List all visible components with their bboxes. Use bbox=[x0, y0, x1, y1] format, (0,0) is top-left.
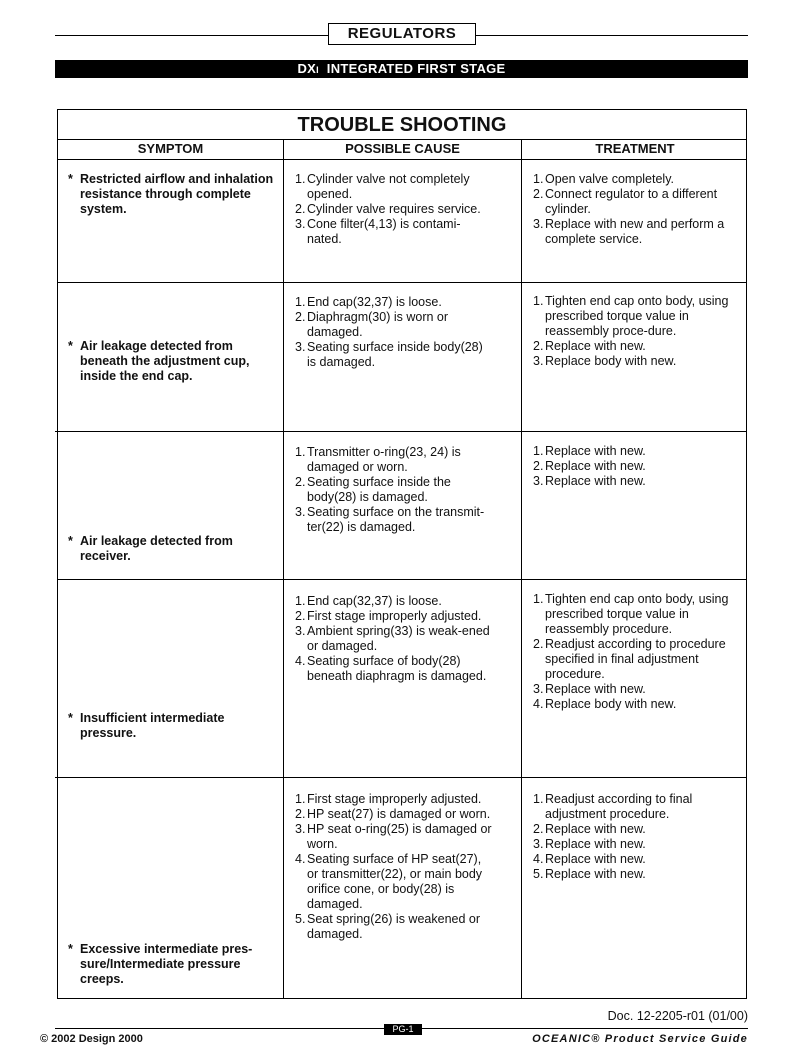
item-number: 3. bbox=[295, 624, 306, 638]
treatment-item bbox=[533, 339, 733, 354]
cause-item bbox=[295, 310, 495, 340]
treatment-item bbox=[533, 217, 733, 247]
cause-cell bbox=[295, 594, 495, 684]
guide-title: OCEANIC® Product Service Guide bbox=[532, 1033, 748, 1045]
item-number: 1. bbox=[295, 445, 306, 459]
product-prefix: DX bbox=[297, 61, 317, 76]
item-number: 1. bbox=[533, 444, 544, 458]
cause-text: End cap(32,37) is loose. bbox=[307, 594, 442, 608]
symptom-cell bbox=[68, 534, 280, 564]
cause-cell bbox=[295, 172, 495, 247]
item-number: 3. bbox=[295, 505, 306, 519]
item-number: 1. bbox=[295, 792, 306, 806]
treatment-item bbox=[533, 682, 733, 697]
treatment-text: Connect regulator to a different cylinder. bbox=[545, 187, 718, 216]
header-divider bbox=[58, 159, 746, 160]
cause-item bbox=[295, 624, 495, 654]
treatment-text: Replace with new. bbox=[545, 459, 646, 473]
cause-text: Seating surface on the transmit-ter(22) is damaged. bbox=[307, 505, 485, 534]
copyright: © 2002 Design 2000 bbox=[40, 1033, 143, 1045]
cause-text: Cone filter(4,13) is contami-nated. bbox=[307, 217, 461, 246]
item-number: 1. bbox=[533, 592, 544, 606]
treatment-item bbox=[533, 852, 733, 867]
item-number: 2. bbox=[533, 637, 544, 651]
treatment-text: Replace with new. bbox=[545, 867, 646, 881]
treatment-item bbox=[533, 187, 733, 217]
item-number: 2. bbox=[295, 475, 306, 489]
cause-item bbox=[295, 340, 495, 370]
row-divider bbox=[58, 579, 746, 580]
symptom-cell bbox=[68, 172, 280, 217]
column-header-symptom: SYMPTOM bbox=[137, 141, 204, 156]
cause-item bbox=[295, 822, 495, 852]
item-number: 2. bbox=[533, 822, 544, 836]
treatment-text: Readjust according to procedure specified in final adjustment procedure. bbox=[545, 637, 726, 681]
item-number: 4. bbox=[295, 852, 306, 866]
page-number: PG-1 bbox=[384, 1024, 422, 1035]
treatment-cell bbox=[533, 444, 733, 489]
cause-item bbox=[295, 217, 495, 247]
item-number: 1. bbox=[533, 792, 544, 806]
item-number: 5. bbox=[295, 912, 306, 926]
symptom-cell bbox=[68, 942, 280, 987]
cause-item bbox=[295, 807, 495, 822]
item-number: 2. bbox=[295, 609, 306, 623]
column-divider bbox=[521, 139, 522, 998]
bullet-asterisk: * bbox=[68, 339, 73, 353]
column-divider bbox=[283, 139, 284, 998]
doc-number: Doc. 12-2205-r01 (01/00) bbox=[607, 1009, 748, 1023]
column-header-treatment: TREATMENT bbox=[595, 141, 675, 156]
treatment-item bbox=[533, 592, 733, 637]
cause-text: Seat spring(26) is weakened or damaged. bbox=[307, 912, 481, 941]
treatment-item bbox=[533, 294, 733, 339]
cause-item bbox=[295, 609, 495, 624]
treatment-text: Tighten end cap onto body, using prescribed torque value in reassembly proce-dure. bbox=[545, 294, 729, 338]
cause-text: Cylinder valve requires service. bbox=[307, 202, 481, 216]
symptom-text: Air leakage detected from receiver. bbox=[80, 534, 233, 563]
column-header-cause: POSSIBLE CAUSE bbox=[345, 141, 460, 156]
bullet-asterisk: * bbox=[68, 534, 73, 548]
cause-text: Seating surface of body(28) beneath diaphragm is damaged. bbox=[307, 654, 487, 683]
treatment-text: Replace with new. bbox=[545, 474, 646, 488]
treatment-cell bbox=[533, 294, 733, 369]
treatment-text: Replace with new and perform a complete service. bbox=[545, 217, 725, 246]
cause-text: Seating surface inside body(28) is damaged. bbox=[307, 340, 483, 369]
item-number: 3. bbox=[533, 217, 544, 231]
treatment-text: Replace with new. bbox=[545, 444, 646, 458]
item-number: 1. bbox=[533, 294, 544, 308]
treatment-item bbox=[533, 867, 733, 882]
symptom-text: Excessive intermediate pres-sure/Intermediate pressure creeps. bbox=[80, 942, 253, 986]
symptom-cell bbox=[68, 711, 280, 741]
cause-text: Cylinder valve not completely opened. bbox=[307, 172, 470, 201]
item-number: 1. bbox=[295, 295, 306, 309]
cause-text: First stage improperly adjusted. bbox=[307, 792, 482, 806]
item-number: 3. bbox=[295, 217, 306, 231]
cause-item bbox=[295, 505, 495, 535]
bullet-asterisk: * bbox=[68, 711, 73, 725]
treatment-item bbox=[533, 354, 733, 369]
treatment-item bbox=[533, 459, 733, 474]
cause-text: HP seat o-ring(25) is damaged or worn. bbox=[307, 822, 492, 851]
item-number: 2. bbox=[533, 187, 544, 201]
item-number: 5. bbox=[533, 867, 544, 881]
treatment-text: Replace with new. bbox=[545, 837, 646, 851]
cause-text: Seating surface inside the body(28) is damaged. bbox=[307, 475, 451, 504]
treatment-item bbox=[533, 172, 733, 187]
treatment-text: Readjust according to final adjustment procedure. bbox=[545, 792, 693, 821]
item-number: 3. bbox=[533, 682, 544, 696]
bullet-asterisk: * bbox=[68, 942, 73, 956]
item-number: 3. bbox=[533, 474, 544, 488]
treatment-text: Replace with new. bbox=[545, 852, 646, 866]
cause-item bbox=[295, 445, 495, 475]
item-number: 3. bbox=[533, 837, 544, 851]
item-number: 2. bbox=[295, 202, 306, 216]
cause-item bbox=[295, 912, 495, 942]
troubleshooting-table bbox=[57, 109, 747, 999]
item-number: 2. bbox=[295, 310, 306, 324]
cause-cell bbox=[295, 295, 495, 370]
treatment-text: Replace with new. bbox=[545, 822, 646, 836]
treatment-cell bbox=[533, 172, 733, 247]
symptom-text: Air leakage detected from beneath the adjustment cup, inside the end cap. bbox=[80, 339, 250, 383]
item-number: 2. bbox=[533, 459, 544, 473]
cause-item bbox=[295, 852, 495, 912]
cause-text: Ambient spring(33) is weak-ened or damaged. bbox=[307, 624, 490, 653]
cause-item bbox=[295, 295, 495, 310]
row-divider bbox=[55, 431, 746, 432]
symptom-text: Insufficient intermediate pressure. bbox=[80, 711, 225, 740]
treatment-cell bbox=[533, 792, 733, 882]
item-number: 1. bbox=[295, 172, 306, 186]
symptom-cell bbox=[68, 339, 280, 384]
item-number: 1. bbox=[533, 172, 544, 186]
table-title: TROUBLE SHOOTING bbox=[297, 114, 507, 136]
treatment-item bbox=[533, 837, 733, 852]
treatment-text: Replace body with new. bbox=[545, 697, 677, 711]
row-divider bbox=[55, 777, 746, 778]
item-number: 3. bbox=[295, 340, 306, 354]
title-divider bbox=[58, 139, 746, 140]
treatment-text: Replace with new. bbox=[545, 339, 646, 353]
treatment-text: Replace body with new. bbox=[545, 354, 677, 368]
item-number: 3. bbox=[533, 354, 544, 368]
cause-text: First stage improperly adjusted. bbox=[307, 609, 482, 623]
treatment-item bbox=[533, 822, 733, 837]
cause-item bbox=[295, 202, 495, 217]
item-number: 1. bbox=[295, 594, 306, 608]
product-name: INTEGRATED FIRST STAGE bbox=[326, 61, 506, 76]
symptom-text: Restricted airflow and inhalation resistance through complete system. bbox=[80, 172, 274, 216]
item-number: 2. bbox=[295, 807, 306, 821]
cause-item bbox=[295, 172, 495, 202]
cause-text: End cap(32,37) is loose. bbox=[307, 295, 442, 309]
treatment-item bbox=[533, 474, 733, 489]
treatment-text: Replace with new. bbox=[545, 682, 646, 696]
treatment-item bbox=[533, 444, 733, 459]
cause-item bbox=[295, 654, 495, 684]
treatment-text: Open valve completely. bbox=[545, 172, 674, 186]
cause-text: Diaphragm(30) is worn or damaged. bbox=[307, 310, 449, 339]
cause-text: HP seat(27) is damaged or worn. bbox=[307, 807, 491, 821]
cause-item bbox=[295, 594, 495, 609]
treatment-item bbox=[533, 697, 733, 712]
treatment-item bbox=[533, 637, 733, 682]
treatment-cell bbox=[533, 592, 733, 712]
cause-item bbox=[295, 792, 495, 807]
section-title: REGULATORS bbox=[328, 23, 476, 45]
item-number: 4. bbox=[295, 654, 306, 668]
row-divider bbox=[58, 282, 746, 283]
treatment-text: Tighten end cap onto body, using prescribed torque value in reassembly procedure. bbox=[545, 592, 729, 636]
item-number: 4. bbox=[533, 697, 544, 711]
treatment-item bbox=[533, 792, 733, 822]
product-banner bbox=[55, 60, 748, 78]
product-suffix: I bbox=[316, 65, 319, 75]
cause-text: Transmitter o-ring(23, 24) is damaged or worn. bbox=[307, 445, 461, 474]
cause-cell bbox=[295, 792, 495, 942]
bullet-asterisk: * bbox=[68, 172, 73, 186]
item-number: 2. bbox=[533, 339, 544, 353]
cause-cell bbox=[295, 445, 495, 535]
item-number: 3. bbox=[295, 822, 306, 836]
cause-text: Seating surface of HP seat(27), or transmitter(22), or main body orifice cone, or body(28) is damaged. bbox=[307, 852, 483, 911]
item-number: 4. bbox=[533, 852, 544, 866]
cause-item bbox=[295, 475, 495, 505]
